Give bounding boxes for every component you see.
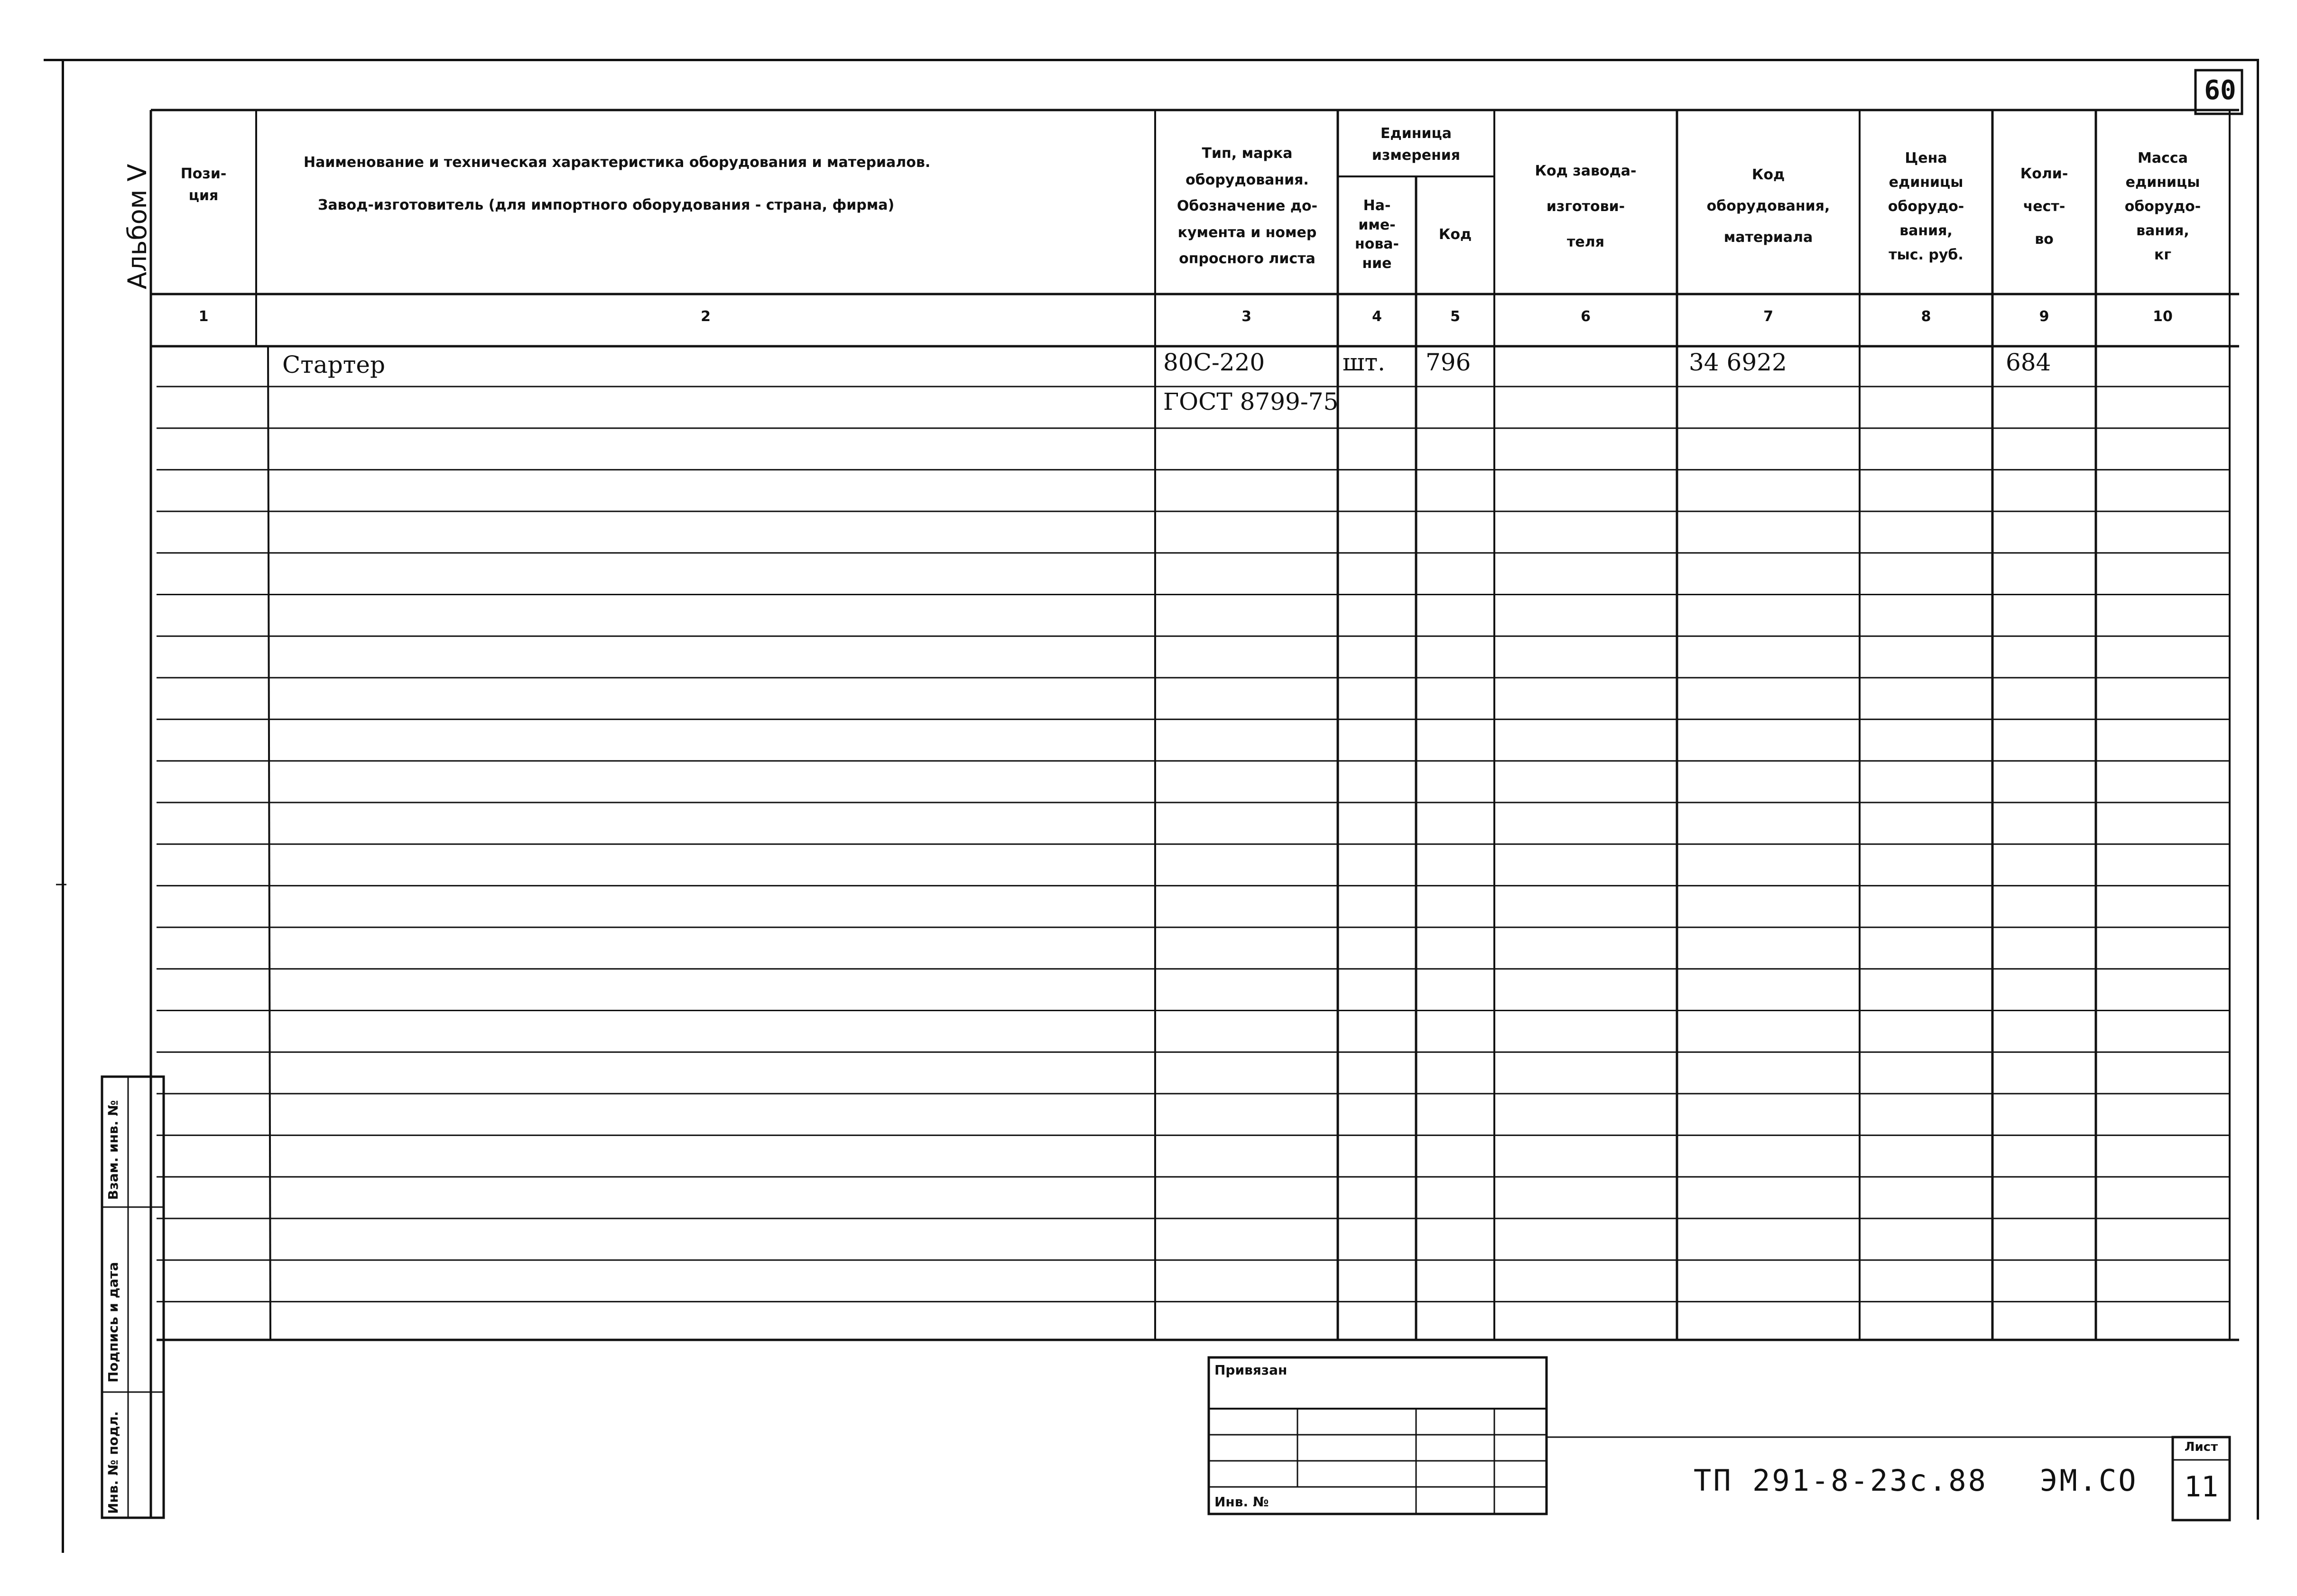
header-name-line2: Завод-изготовитель (для импортного оборудования - страна, фирма): [318, 197, 895, 213]
column-number: 9: [2039, 308, 2049, 325]
side-label-podpis: Подпись и дата: [105, 1262, 121, 1383]
doc-code: ТП 291-8-23с.88: [1694, 1463, 1988, 1498]
column-number: 10: [2153, 308, 2173, 325]
header-material-code: Код оборудования, материала: [1706, 166, 1830, 246]
top-sheet-number: 60: [2204, 75, 2236, 106]
stamp-inv-no: Инв. №: [1214, 1494, 1269, 1510]
header-type: Тип, марка оборудования. Обозначение до- кумента и номер опросного листа: [1176, 145, 1318, 268]
sheet-label: Лист: [2184, 1440, 2218, 1454]
column-number: 5: [1450, 308, 1460, 325]
header-price: Цена единицы оборудо- вания, тыс. руб.: [1888, 149, 1964, 263]
doc-section: ЭМ.СО: [2040, 1463, 2138, 1498]
row-type: 80С-220: [1163, 349, 1265, 376]
side-label-vzam: Взам. инв. №: [105, 1100, 121, 1200]
row-material-code: 34 6922: [1689, 349, 1787, 376]
sheet-number: 11: [2184, 1470, 2219, 1504]
row-type: ГОСТ 8799-75: [1163, 388, 1339, 415]
row-name: Стартер: [282, 351, 385, 378]
row-unit-name: шт.: [1343, 349, 1386, 376]
header-quantity: Коли- чест- во: [2020, 165, 2068, 248]
header-unit-name: На- име- нова- ние: [1354, 197, 1399, 272]
row-unit-code: 796: [1426, 349, 1471, 376]
column-number: 1: [198, 308, 209, 325]
header-factory-code: Код завода- изготови- теля: [1535, 162, 1637, 250]
side-label-inv-podl: Инв. № подл.: [105, 1411, 121, 1514]
header-mass: Масса единицы оборудо- вания, кг: [2124, 149, 2201, 263]
header-unit-code: Код: [1438, 226, 1472, 243]
header-position: Пози- ция: [180, 165, 227, 204]
column-number: 6: [1581, 308, 1591, 325]
column-number: 7: [1763, 308, 1773, 325]
column-number: 8: [1921, 308, 1931, 325]
column-number: 3: [1241, 308, 1251, 325]
header-name-line1: Наименование и техническая характеристика оборудования и материалов.: [304, 154, 931, 171]
column-number: 2: [701, 308, 711, 325]
row-quantity: 684: [2006, 349, 2051, 376]
header-unit: Единица измерения: [1371, 125, 1461, 164]
column-number: 4: [1372, 308, 1382, 325]
stamp-privyazan: Привязан: [1214, 1362, 1287, 1378]
album-label: Альбом V: [122, 164, 152, 289]
